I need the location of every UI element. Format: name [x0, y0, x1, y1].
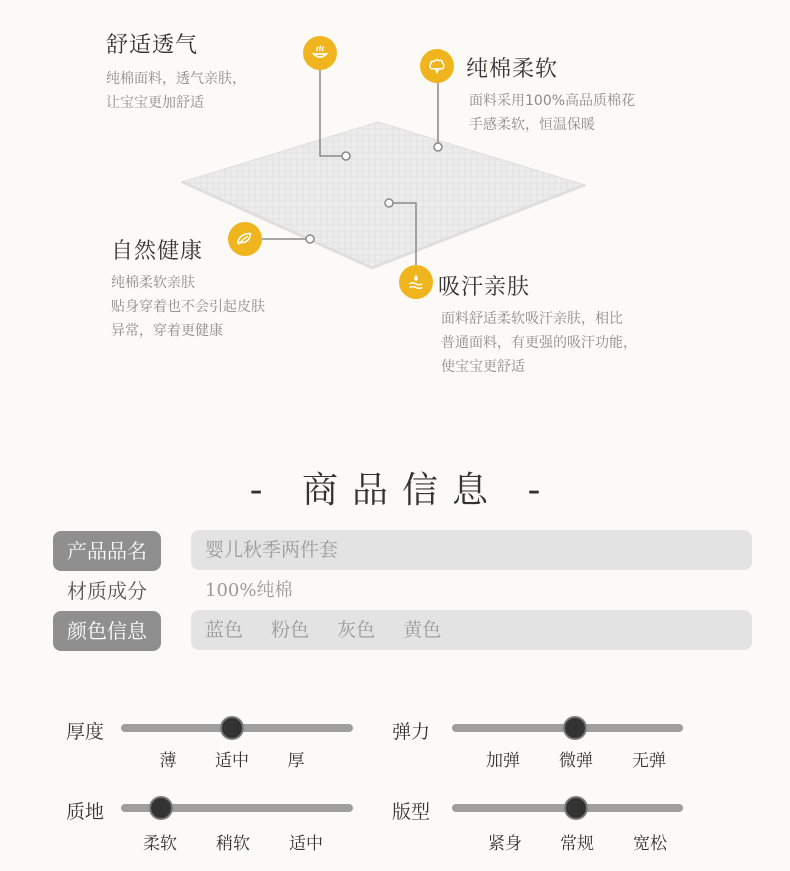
material-label: 材质成分 [67, 579, 147, 603]
drop-badge [399, 265, 433, 299]
feature-healthy [111, 234, 265, 343]
feature-title: 舒适透气 [106, 33, 199, 58]
thickness-knob [220, 716, 244, 740]
color-option: 黄色 [403, 619, 442, 641]
fit-option: 宽松 [633, 834, 667, 854]
feature-desc: 纯棉面料，透气亲肤， [106, 71, 246, 87]
fit-option: 紧身 [488, 834, 522, 854]
feature-desc: 面料舒适柔软吸汗亲肤，相比 [441, 311, 623, 327]
elasticity-option: 加弹 [486, 751, 520, 771]
texture-option: 适中 [289, 834, 323, 854]
color-option: 蓝色 [205, 619, 244, 641]
texture-label: 质地 [66, 801, 105, 823]
section-title: - 商品信息 - [249, 470, 555, 511]
material-value: 100%纯棉 [205, 580, 293, 601]
texture-knob [149, 796, 173, 820]
fit-option: 常规 [560, 834, 594, 854]
elasticity-option: 微弹 [559, 751, 593, 771]
elasticity-label: 弹力 [392, 721, 431, 743]
fit-knob [564, 796, 588, 820]
breathable-icon [309, 42, 331, 64]
feature-breathable [106, 28, 246, 115]
drop-icon [405, 271, 427, 293]
breathable-badge [303, 36, 337, 70]
color-option: 粉色 [271, 619, 310, 641]
product-name-label: 产品品名 [53, 531, 161, 571]
feature-desc: 手感柔软，恒温保暖 [469, 117, 595, 133]
feature-title: 纯棉柔软 [466, 57, 559, 82]
texture-option: 柔软 [143, 834, 177, 854]
feature-title: 自然健康 [111, 239, 204, 264]
cotton-badge [420, 49, 454, 83]
feature-desc: 纯棉柔软亲肤 [111, 275, 195, 291]
feature-desc: 使宝宝更舒适 [441, 359, 525, 375]
feature-desc: 贴身穿着也不会引起皮肤 [111, 299, 265, 315]
product-name-value: 婴儿秋季两件套 [191, 530, 752, 570]
elasticity-knob [563, 716, 587, 740]
feature-absorbent [438, 270, 637, 379]
feature-desc: 异常，穿着更健康 [111, 323, 223, 339]
feature-title: 吸汗亲肤 [438, 275, 531, 300]
thickness-option: 薄 [159, 751, 177, 771]
color-label: 颜色信息 [53, 611, 161, 651]
elasticity-option: 无弹 [632, 751, 666, 771]
feature-desc: 面料采用100%高品质棉花 [469, 93, 636, 109]
thickness-option: 厚 [287, 751, 305, 771]
color-values [191, 610, 752, 650]
color-option: 灰色 [337, 619, 376, 641]
fit-label: 版型 [392, 801, 431, 823]
feature-desc: 普通面料，有更强的吸汗功能， [441, 335, 637, 351]
cotton-icon [426, 55, 448, 77]
thickness-label: 厚度 [66, 721, 105, 743]
feature-cotton [466, 52, 635, 137]
thickness-option: 适中 [215, 751, 249, 771]
texture-option: 稍软 [216, 834, 250, 854]
feature-desc: 让宝宝更加舒适 [106, 95, 204, 111]
